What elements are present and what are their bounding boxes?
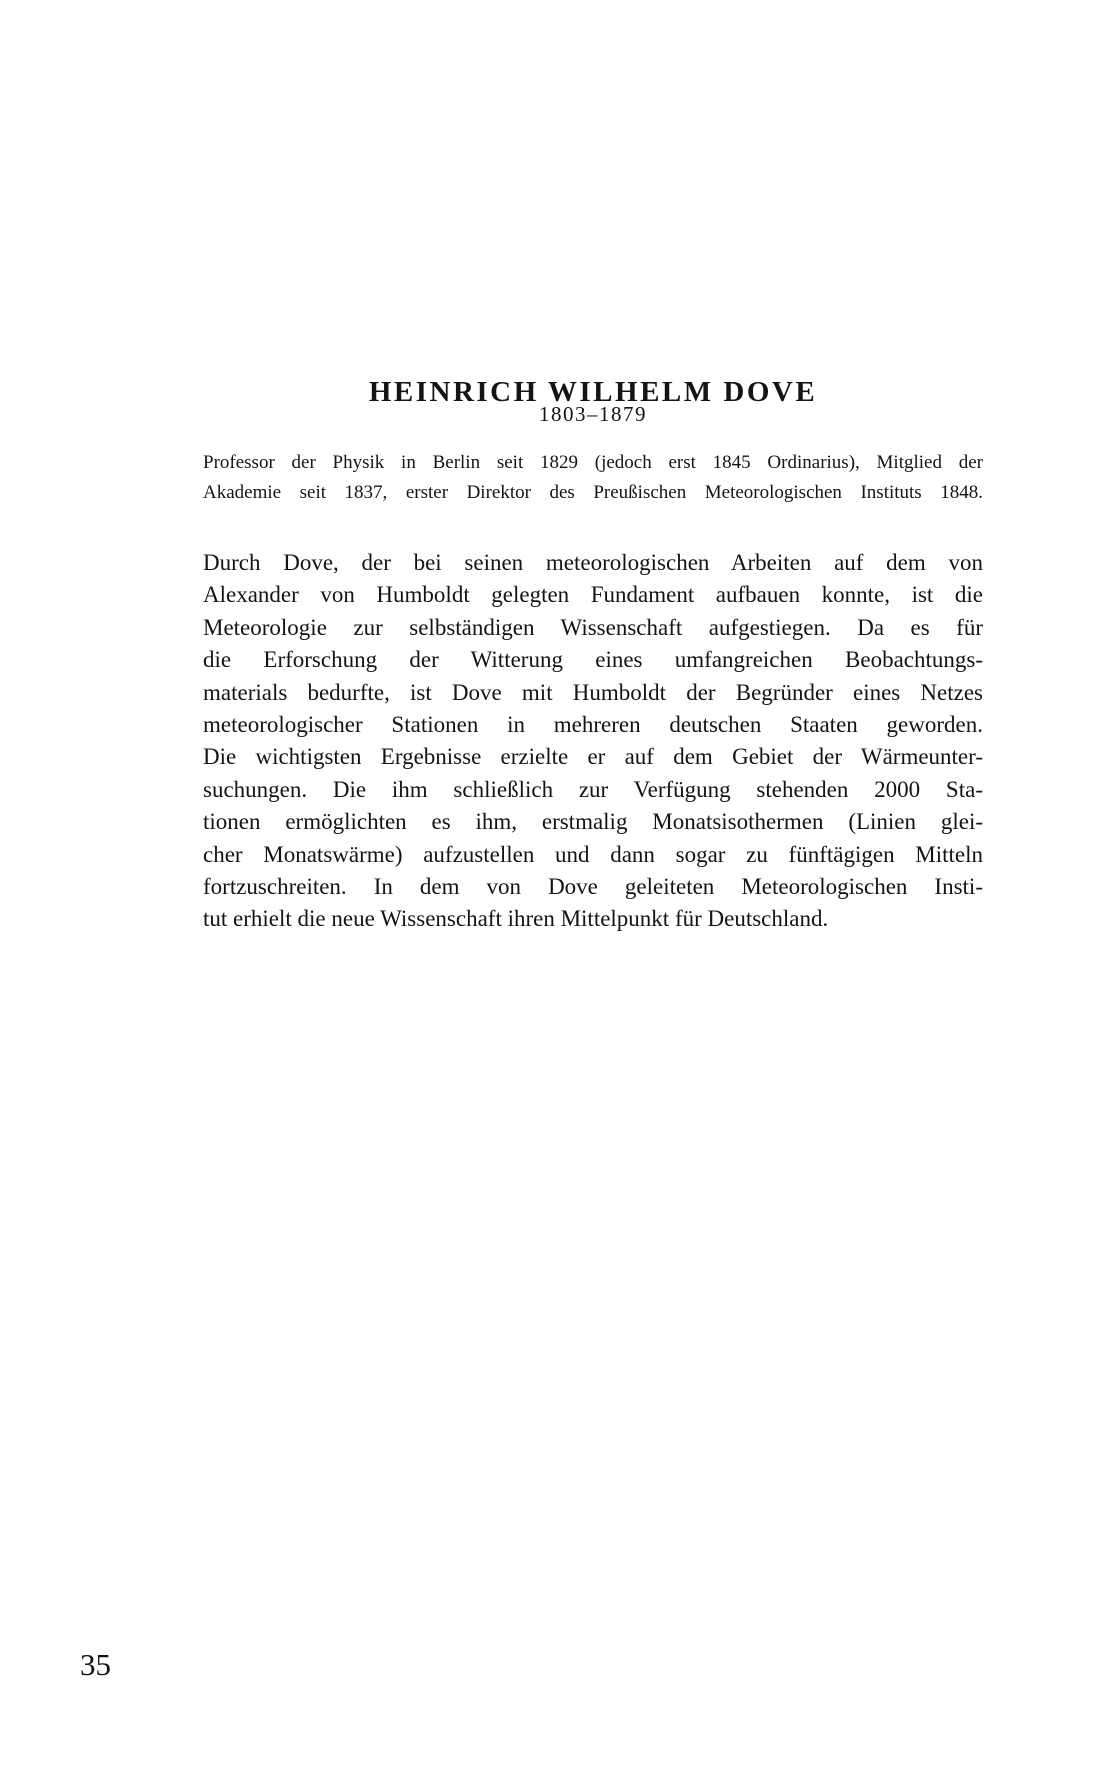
page-title: HEINRICH WILHELM DOVE xyxy=(368,376,818,409)
text-line: cher Monatswärme) aufzustellen und dann sogar zu fünftägigen Mitteln xyxy=(203,841,983,867)
text-line: fortzuschreiten. In dem von Dove geleiteten Meteorologischen Insti- xyxy=(203,874,983,900)
text-line: Durch Dove, der bei seinen meteorologischen Arbeiten auf dem von xyxy=(203,550,983,575)
text-line: tut erhielt die neue Wissenschaft ihren Mittelpunkt für Deutschland. xyxy=(203,906,829,932)
text-line: meteorologischer Stationen in mehreren deutschen Staaten geworden. xyxy=(203,712,983,738)
text-line: Meteorologie zur selbständigen Wissenschaft aufgestiegen. Da es für xyxy=(203,614,983,640)
text-line: die Erforschung der Witterung eines umfangreichen Beobachtungs- xyxy=(203,647,983,673)
text-line: Alexander von Humboldt gelegten Fundament aufbauen konnte, ist die xyxy=(203,582,983,608)
text-line: materials bedurfte, ist Dove mit Humboldt der Begründer eines Netzes xyxy=(203,679,983,705)
text-line: tionen ermöglichten es ihm, erstmalig Monatsisothermen (Linien glei- xyxy=(203,809,983,835)
text-line: Professor der Physik in Berlin seit 1829 (jedoch erst 1845 Ordinarius), Mitglied der xyxy=(203,452,983,473)
text-line: suchungen. Die ihm schließlich zur Verfügung stehenden 2000 Sta- xyxy=(203,776,983,802)
life-dates: 1803–1879 xyxy=(539,402,647,426)
biography-paragraph xyxy=(203,547,983,936)
biography-summary xyxy=(203,448,983,508)
text-line: Die wichtigsten Ergebnisse erzielte er auf dem Gebiet der Wärmeunter- xyxy=(203,744,983,770)
text-line: Akademie seit 1837, erster Direktor des Preußischen Meteorologischen Instituts 1848. xyxy=(203,482,983,503)
page-number: 35 xyxy=(80,1647,111,1682)
